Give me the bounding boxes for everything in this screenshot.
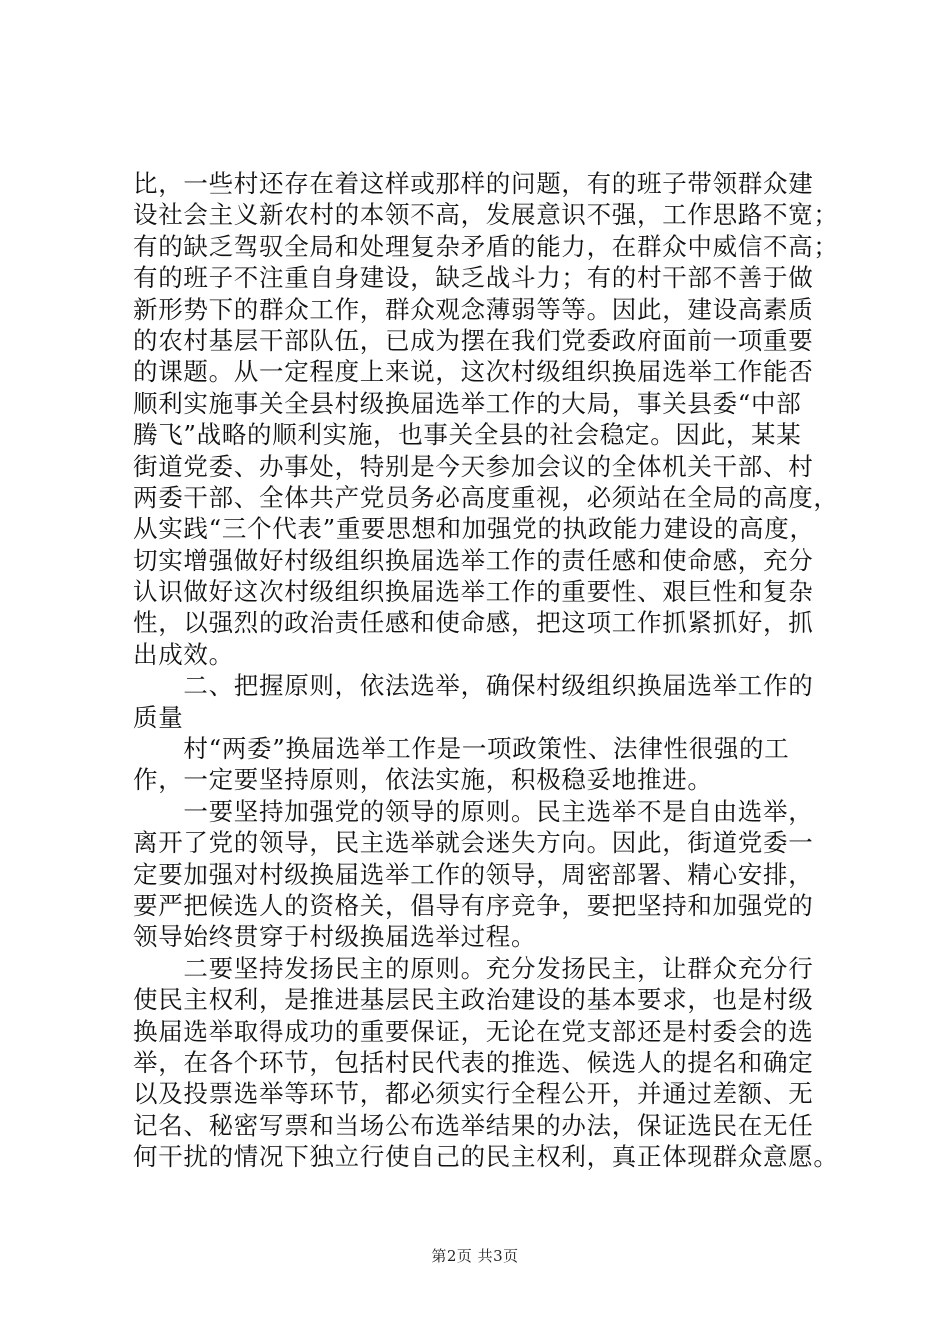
text-line: 以及投票选举等环节，都必须实行全程公开，并通过差额、无 [133,1079,814,1109]
text-line: 新形势下的群众工作，群众观念薄弱等等。因此，建设高素质 [133,294,814,324]
section-heading-line: 二、把握原则，依法选举，确保村级组织换届选举工作的 [133,671,814,701]
text-line: 离开了党的领导，民主选举就会迷失方向。因此，街道党委一 [133,828,814,858]
text-line: 顺利实施事关全县村级换届选举工作的大局，事关县委“中部 [133,388,802,418]
text-line: 村“两委”换届选举工作是一项政策性、法律性很强的工 [133,734,790,764]
text-line: 使民主权利，是推进基层民主政治建设的基本要求，也是村级 [133,985,814,1015]
text-line: 有的缺乏驾驭全局和处理复杂矛盾的能力，在群众中威信不高； [133,231,839,261]
text-line: 有的班子不注重自身建设，缺乏战斗力；有的村干部不善于做 [133,263,814,293]
page-number-footer: 第2页 共3页 [431,1247,519,1265]
text-line: 要严把候选人的资格关，倡导有序竞争，要把坚持和加强党的 [133,890,814,920]
text-line: 记名、秘密写票和当场公布选举结果的办法，保证选民在无任 [133,1110,814,1140]
text-line: 一要坚持加强党的领导的原则。民主选举不是自由选举， [133,796,814,826]
text-line: 腾飞”战略的顺利实施，也事关全县的社会稳定。因此，某某 [133,420,802,450]
text-line: 出成效。 [133,639,234,669]
text-line: 比，一些村还存在着这样或那样的问题，有的班子带领群众建 [133,169,814,198]
text-line: 街道党委、办事处，特别是今天参加会议的全体机关干部、村 [133,451,814,481]
text-line: 认识做好这次村级组织换届选举工作的重要性、艰巨性和复杂 [133,577,814,607]
text-line: 作，一定要坚持原则，依法实施，积极稳妥地推进。 [133,765,713,795]
section-heading-line: 质量 [133,702,184,732]
text-line: 两委干部、全体共产党员务必高度重视，必须站在全局的高度， [133,482,839,512]
text-line: 举，在各个环节，包括村民代表的推选、候选人的提名和确定 [133,1047,814,1077]
text-line: 换届选举取得成功的重要保证，无论在党支部还是村委会的选 [133,1016,814,1046]
text-line: 二要坚持发扬民主的原则。充分发扬民主，让群众充分行 [133,953,814,983]
text-line: 领导始终贯穿于村级换届选举过程。 [133,922,537,952]
text-line: 定要加强对村级换届选举工作的领导，周密部署、精心安排， [133,859,814,889]
text-line: 切实增强做好村级组织换届选举工作的责任感和使命感，充分 [133,545,814,575]
text-line: 的农村基层干部队伍，已成为摆在我们党委政府面前一项重要 [133,325,814,355]
text-line: 性，以强烈的政治责任感和使命感，把这项工作抓紧抓好，抓 [133,608,814,638]
text-line: 从实践“三个代表”重要思想和加强党的执政能力建设的高度， [133,514,815,544]
text-line: 何干扰的情况下独立行使自己的民主权利，真正体现群众意愿。 [133,1142,839,1172]
text-line: 设社会主义新农村的本领不高，发展意识不强，工作思路不宽； [133,200,839,230]
body-text [133,168,839,1173]
text-line: 的课题。从一定程度上来说，这次村级组织换届选举工作能否 [133,357,814,387]
